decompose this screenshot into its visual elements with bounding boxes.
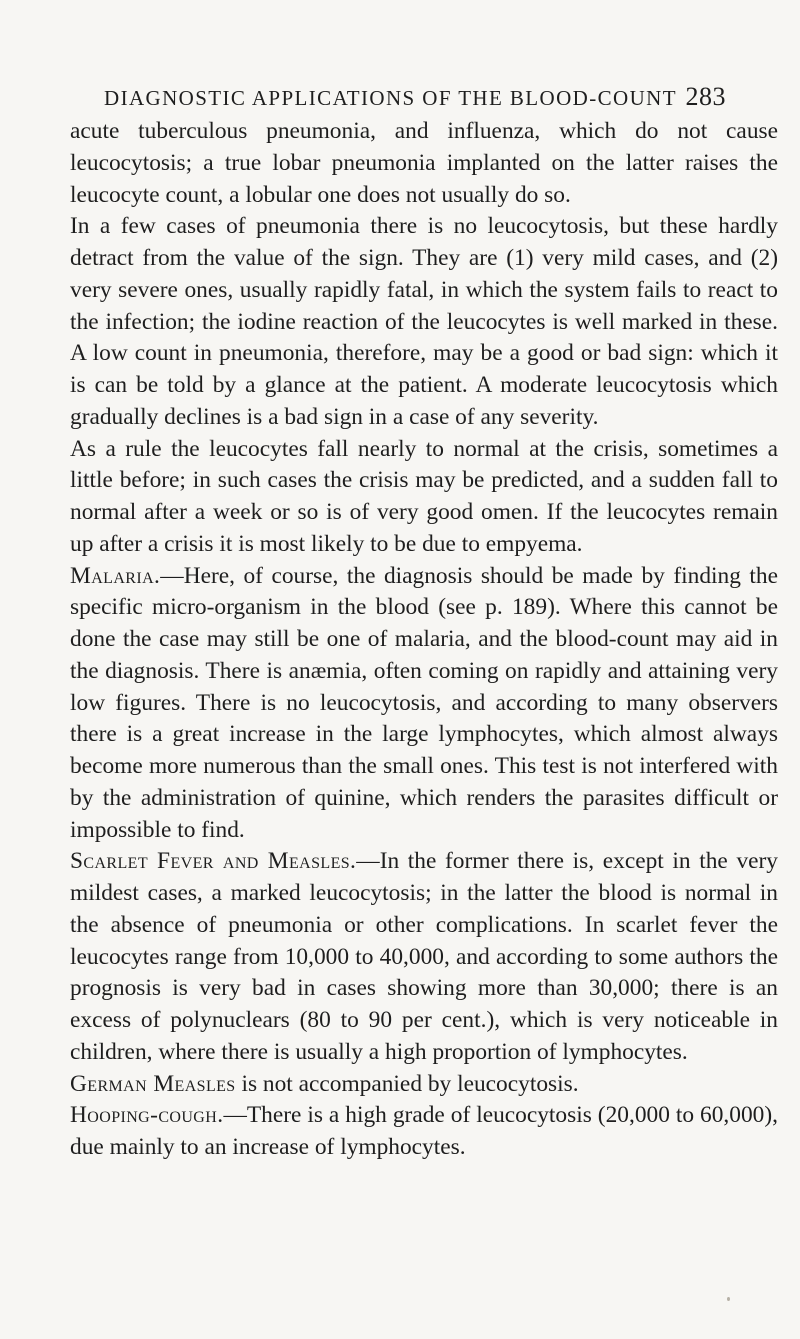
section-heading-hooping-cough: Hooping-cough. xyxy=(70,1102,224,1129)
paragraph-text: is not accompanied by leucocytosis. xyxy=(235,1070,579,1097)
paragraph-text: As a rule the leucocytes fall nearly to normal at the crisis, sometimes a little before; in such cases the crisis may be predicted, and a sudden fall to normal after a week or so is of very good omen. If the leucocytes remain up after a crisis it is most likely to be due to empyema. xyxy=(70,435,778,557)
paragraph-text: acute tuberculous pneumonia, and influenza, which do not cause leucocytosis; a true lobar pneumonia implanted on the latter raises the leucocyte count, a lobular one does not usually do so. xyxy=(70,118,778,208)
paragraph-text: In a few cases of pneumonia there is no leucocytosis, but these hardly detract from the value of the sign. They are (1) very mild cases, and (2) very severe ones, usually rapidly fatal, in which the system fails to react to the infection; the iodine reaction of the leucocytes is well marked in these. A low count in pneumonia, therefore, may be a good or bad sign: which it is can be told by a glance at the patient. A moderate leucocytosis which gradually declines is a bad sign in a case of any severity. xyxy=(70,213,778,430)
paragraph-text: —Here, of course, the diagnosis should be made by finding the specific micro-organism in the blood (see p. 189). Where this cannot be done the case may still be one of malaria, and the blood-count may aid in the diagnosis. There is anæmia, often coming on rapidly and attaining very low figures. There is no leucocytosis, and according to many observers there is a great increase in the large lymphocytes, which almost always become more numerous than the small ones. This test is not interfered with by the administration of quinine, which renders the parasites difficult or impossible to find. xyxy=(70,562,778,843)
book-page xyxy=(70,78,778,1164)
paragraph-crisis xyxy=(70,434,778,561)
page-number: 283 xyxy=(685,82,726,111)
paragraph-text: —In the former there is, except in the very mildest cases, a marked leucocytosis; in the latter the blood is normal in the absence of pneumonia or other complications. In scarlet fever the leucocytes range from 10,000 to 40,000, and according to some authors the prognosis is very bad in cases showing more than 30,000; there is an excess of polynuclears (80 to 90 per cent.), which is very noticeable in children, where there is usually a high proportion of lymphocytes. xyxy=(70,848,779,1065)
running-title: DIAGNOSTIC APPLICATIONS OF THE BLOOD-COUNT xyxy=(104,86,677,110)
section-heading-malaria: Malaria. xyxy=(70,562,161,589)
body-text xyxy=(70,116,778,1164)
paragraph-low-leucocytosis xyxy=(70,211,778,433)
section-heading-german-measles: German Measles xyxy=(70,1070,236,1097)
paper-speck xyxy=(727,1297,730,1301)
paragraph-hooping-cough xyxy=(70,1100,778,1164)
paragraph-malaria xyxy=(70,561,778,847)
paragraph-scarlet-fever-measles xyxy=(70,846,778,1068)
paragraph-german-measles xyxy=(70,1069,778,1101)
paragraph-text: —There is a high grade of leucocytosis (20,000 to 60,000), due mainly to an increase of lymphocytes. xyxy=(70,1102,778,1160)
paragraph-pneumonia-continuation xyxy=(70,116,778,211)
section-heading-scarlet-fever: Scarlet Fever and Measles. xyxy=(70,848,357,875)
running-head xyxy=(70,78,778,112)
